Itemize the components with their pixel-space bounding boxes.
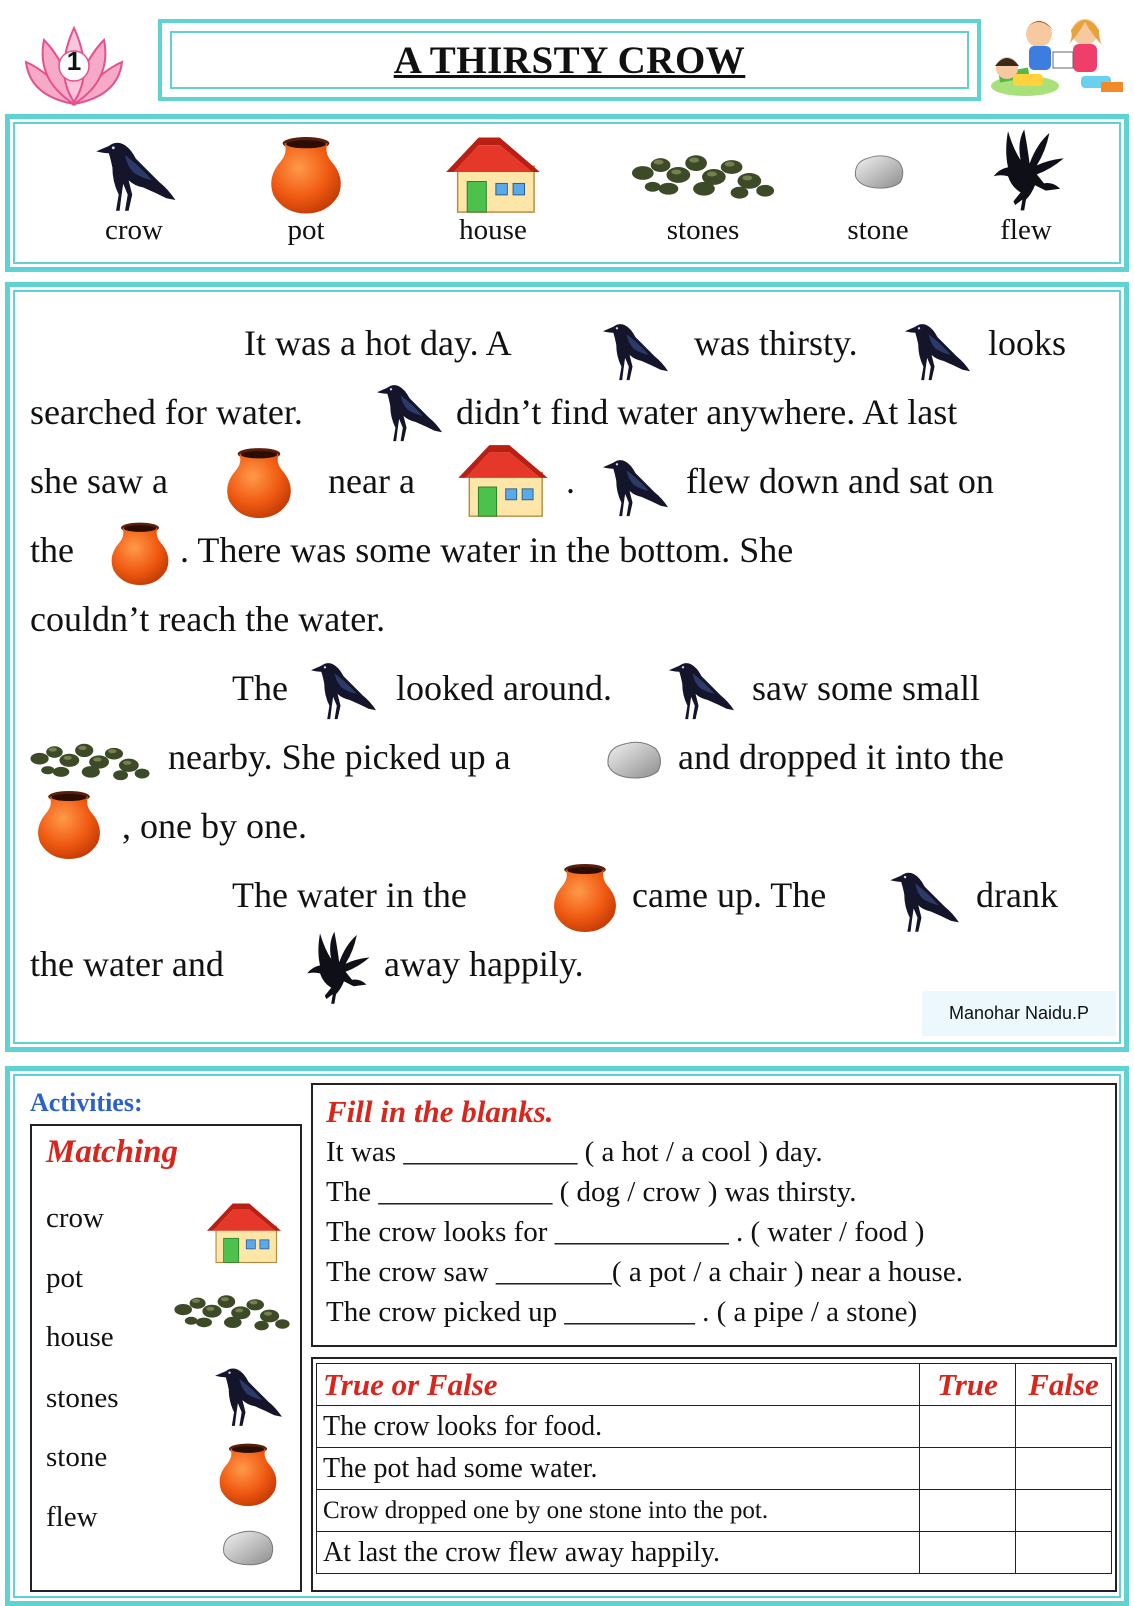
- pot-icon: [544, 860, 626, 932]
- fill-blank-line: It was ____________ ( a hot / a cool ) day.: [326, 1136, 823, 1168]
- false-column-header: False: [1016, 1364, 1112, 1406]
- flying-crow-icon: [296, 927, 376, 1007]
- false-answer-cell[interactable]: [1016, 1448, 1112, 1490]
- story-segment: looks: [988, 323, 1067, 363]
- fill-blank-line: The crow picked up _________ . ( a pipe / a stone): [326, 1296, 918, 1328]
- true-column-header: True: [920, 1364, 1016, 1406]
- matching-word: stones: [46, 1382, 119, 1414]
- story-segment: didn’t find water anywhere. At last: [456, 392, 958, 432]
- crow-icon: [302, 651, 382, 725]
- table-row: [317, 1448, 1112, 1490]
- story-segment: the: [30, 530, 74, 570]
- badge-number: 1: [66, 46, 82, 76]
- pot-icon: [102, 519, 178, 585]
- vocab-word: stones: [666, 214, 740, 246]
- story-segment: The water in the: [232, 875, 467, 915]
- true-answer-cell[interactable]: [920, 1490, 1016, 1532]
- story-segment: she saw a: [30, 461, 168, 501]
- vocab-word: pot: [287, 214, 325, 246]
- vocab-word: crow: [105, 214, 163, 246]
- true-false-heading: True or False: [317, 1364, 920, 1406]
- story-segment: came up. The: [632, 875, 827, 915]
- stones-icon: [172, 1280, 292, 1336]
- crow-icon: [368, 373, 448, 447]
- pot-icon: [210, 1440, 286, 1506]
- matching-heading: Matching: [46, 1134, 179, 1170]
- matching-word: house: [46, 1321, 114, 1353]
- author-credit: Manohar Naidu.P: [922, 991, 1116, 1036]
- crow-icon: [206, 1356, 288, 1432]
- house-icon: [202, 1196, 286, 1264]
- fill-blanks-heading: Fill in the blanks.: [326, 1094, 554, 1129]
- crow-icon: [880, 860, 966, 938]
- true-false-table: [316, 1363, 1112, 1574]
- statement: The pot had some water.: [317, 1448, 920, 1490]
- vocab-word: stone: [847, 214, 909, 246]
- table-row: [317, 1490, 1112, 1532]
- matching-word: flew: [46, 1501, 98, 1533]
- crow-icon: [660, 651, 740, 725]
- story-segment: the water and: [30, 944, 224, 984]
- story-segment: flew down and sat on: [686, 461, 994, 501]
- vocab-word: house: [459, 214, 527, 246]
- story-segment: near a: [328, 461, 415, 501]
- false-answer-cell[interactable]: [1016, 1406, 1112, 1448]
- story-segment: . There was some water in the bottom. She: [180, 530, 794, 570]
- stone-icon: [602, 734, 664, 784]
- true-answer-cell[interactable]: [920, 1406, 1016, 1448]
- activities-label: Activities:: [30, 1088, 143, 1117]
- story-segment: away happily.: [384, 944, 584, 984]
- story-segment: saw some small: [752, 668, 980, 708]
- fill-blank-line: The crow saw ________( a pot / a chair ) near a house.: [326, 1256, 963, 1288]
- crow-icon: [594, 448, 674, 522]
- fill-blank-line: The crow looks for ____________ . ( water / food ): [326, 1216, 925, 1248]
- table-row: [317, 1406, 1112, 1448]
- statement: At last the crow flew away happily.: [317, 1532, 920, 1574]
- matching-word: crow: [46, 1202, 104, 1234]
- crow-icon: [896, 312, 976, 386]
- stones-icon: [28, 728, 152, 786]
- pot-icon: [28, 787, 110, 859]
- story-segment: .: [566, 461, 575, 501]
- statement: The crow looks for food.: [317, 1406, 920, 1448]
- story-segment: nearby. She picked up a: [168, 737, 511, 777]
- true-answer-cell[interactable]: [920, 1448, 1016, 1490]
- page-title: A THIRSTY CROW: [393, 38, 746, 82]
- story-segment: The: [232, 668, 288, 708]
- story-segment: It was a hot day. A: [244, 323, 512, 363]
- false-answer-cell[interactable]: [1016, 1490, 1112, 1532]
- story-segment: , one by one.: [122, 806, 307, 846]
- true-answer-cell[interactable]: [920, 1532, 1016, 1574]
- matching-word: pot: [46, 1262, 84, 1294]
- house-icon: [448, 436, 558, 518]
- table-row: [317, 1532, 1112, 1574]
- story-segment: looked around.: [396, 668, 612, 708]
- story-segment: was thirsty.: [694, 323, 858, 363]
- crow-icon: [594, 312, 674, 386]
- vocab-word: flew: [1000, 214, 1052, 246]
- matching-word: stone: [46, 1441, 108, 1473]
- fill-blank-line: The ____________ ( dog / crow ) was thirsty.: [326, 1176, 857, 1208]
- table-header-row: [317, 1364, 1112, 1406]
- pot-icon: [216, 444, 302, 518]
- story-segment: and dropped it into the: [678, 737, 1004, 777]
- statement: Crow dropped one by one stone into the pot.: [317, 1490, 920, 1532]
- story-segment: searched for water.: [30, 392, 303, 432]
- story-segment: couldn’t reach the water.: [30, 599, 386, 639]
- false-answer-cell[interactable]: [1016, 1532, 1112, 1574]
- story-segment: drank: [976, 875, 1058, 915]
- stone-icon: [218, 1524, 276, 1570]
